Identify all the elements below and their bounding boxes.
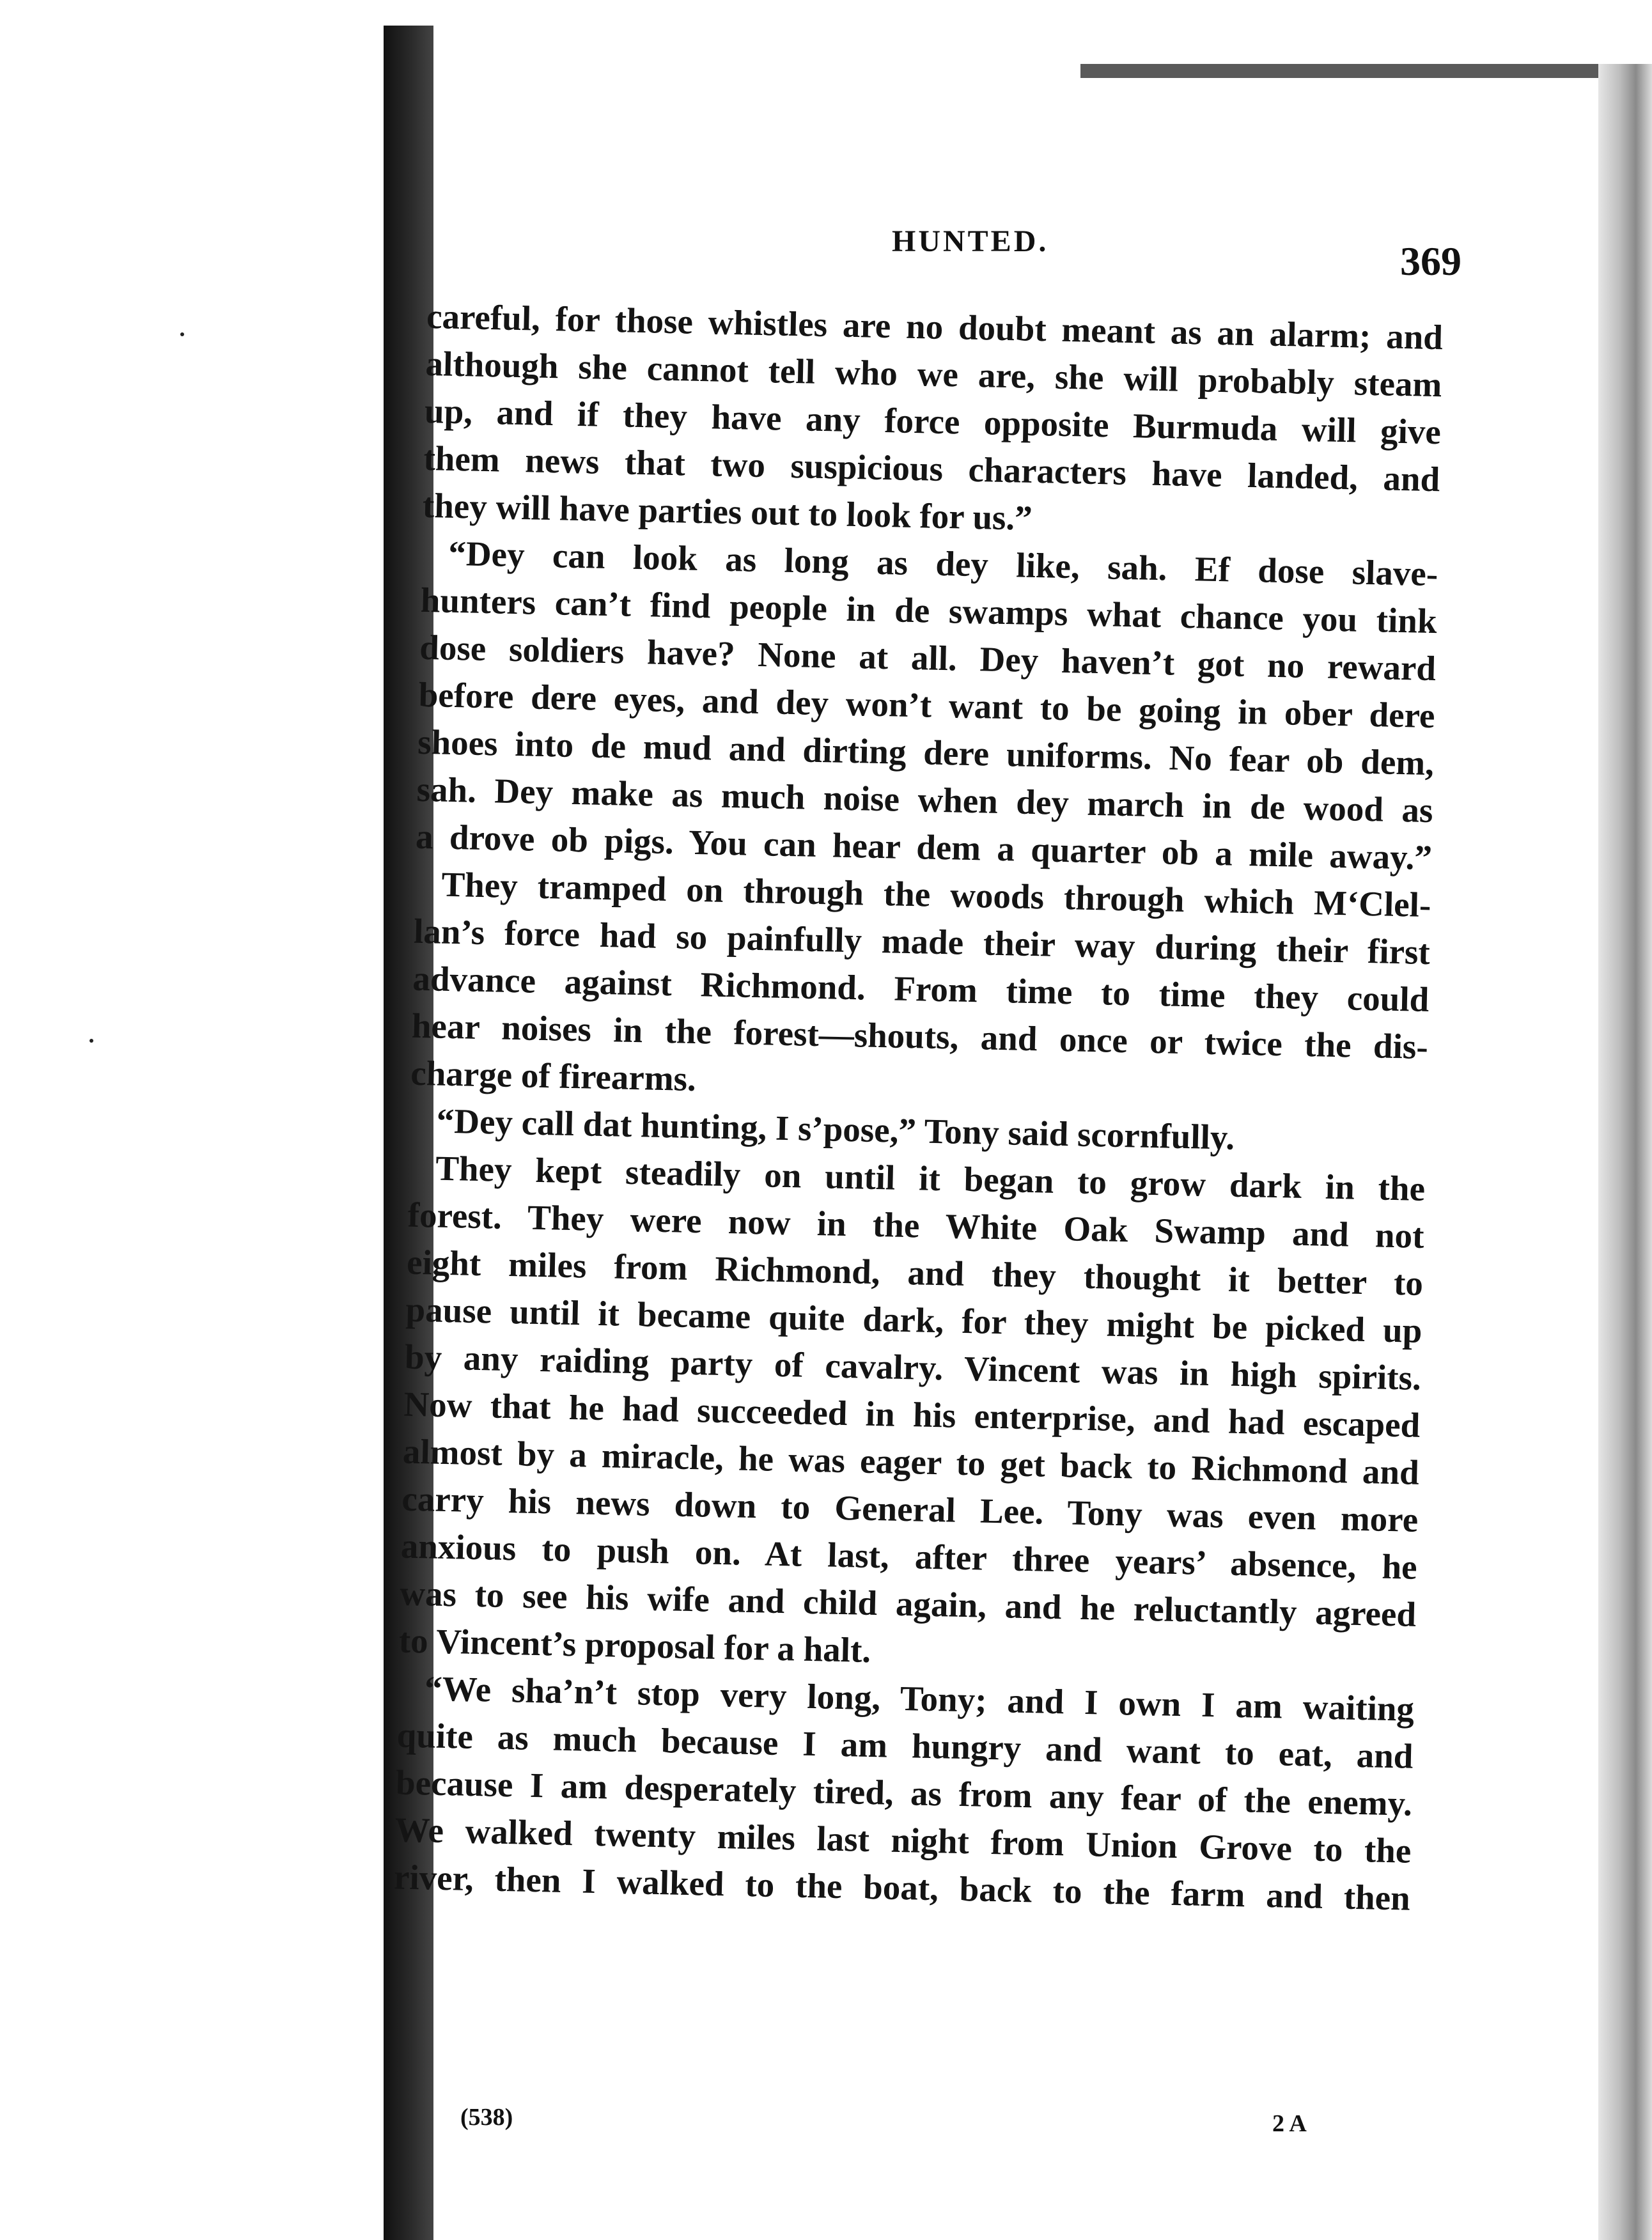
text-line: They kept steadily on until it began to grow dark in the bbox=[435, 1148, 1426, 1208]
text-line: hear noises in the forest—shouts, and once or twice the dis- bbox=[411, 1006, 1429, 1067]
text-line: to Vincent’s proposal for a halt. bbox=[398, 1621, 871, 1670]
text-line: They tramped on through the woods through which M‘Clel- bbox=[440, 864, 1431, 925]
facing-blank-page bbox=[0, 0, 384, 2240]
text-line: them news that two suspicious characters have landed, and bbox=[423, 438, 1440, 499]
text-line: pause until it became quite dark, for they might be picked up bbox=[405, 1289, 1422, 1350]
text-line: sah. Dey make as much noise when dey march in de wood as bbox=[416, 769, 1434, 830]
text-line: lan’s force had so painfully made their way during their first bbox=[413, 911, 1431, 972]
text-line: because I am desperately tired, as from any fear of the enemy. bbox=[395, 1762, 1413, 1823]
text-line: We walked twenty miles last night from Union Grove to the bbox=[394, 1810, 1412, 1871]
sheet-mark: 2 A bbox=[1272, 2110, 1307, 2137]
text-line: they will have parties out to look for us.” bbox=[422, 485, 1033, 538]
text-line: hunters can’t find people in de swamps what chance you tink bbox=[420, 580, 1438, 641]
text-line: although she cannot tell who we are, she will probably steam bbox=[425, 343, 1442, 405]
text-line: Now that he had succeeded in his enterprise, and had escaped bbox=[403, 1384, 1421, 1445]
text-line: “Dey call dat hunting, I s’pose,” Tony said scornfully. bbox=[436, 1101, 1235, 1157]
text-line: by any raiding party of cavalry. Vincent was in high spirits. bbox=[404, 1337, 1422, 1397]
text-line: forest. They were now in the White Oak Swamp and not bbox=[407, 1195, 1425, 1256]
text-line: river, then I walked to the boat, back to the farm and then bbox=[393, 1857, 1411, 1918]
text-line: dose soldiers have? None at all. Dey haven’t got no reward bbox=[419, 627, 1437, 688]
specks bbox=[90, 1039, 93, 1043]
text-line: anxious to push on. At last, after three years’ absence, he bbox=[400, 1526, 1418, 1587]
text-line: was to see his wife and child again, and he reluctantly agreed bbox=[399, 1573, 1417, 1634]
text-line: eight miles from Richmond, and they thought it better to bbox=[406, 1242, 1424, 1303]
text-line: up, and if they have any force opposite Burmuda will give bbox=[424, 391, 1442, 452]
running-head: HUNTED. bbox=[892, 224, 1049, 258]
text-line: before dere eyes, and dey won’t want to be going in ober dere bbox=[418, 674, 1436, 736]
body-text bbox=[393, 293, 1443, 1922]
page-number: 369 bbox=[1400, 238, 1461, 284]
specks bbox=[180, 332, 184, 336]
page-top-shadow bbox=[1080, 64, 1652, 78]
text-line: shoes into de mud and dirting dere uniforms. No fear ob dem, bbox=[417, 722, 1435, 783]
text-line: advance against Richmond. From time to time they could bbox=[412, 958, 1430, 1020]
text-line: almost by a miracle, he was eager to get back to Richmond and bbox=[402, 1431, 1420, 1492]
text-line: careful, for those whistles are no doubt meant as an alarm; and bbox=[426, 296, 1444, 357]
text-line: quite as much because I am hungry and want to eat, and bbox=[396, 1715, 1414, 1776]
text-line: charge of firearms. bbox=[410, 1053, 697, 1099]
text-line: a drove ob pigs. You can hear dem a quarter ob a mile away.” bbox=[415, 816, 1433, 878]
text-line: carry his news down to General Lee. Tony was even more bbox=[401, 1479, 1419, 1539]
signature-number: (538) bbox=[460, 2104, 513, 2131]
text-line: “We sha’n’t stop very long, Tony; and I own I am waiting bbox=[424, 1668, 1415, 1729]
text-line: “Dey can look as long as dey like, sah. Ef dose slave- bbox=[448, 533, 1438, 594]
page-edge-shadow bbox=[1598, 64, 1652, 2240]
